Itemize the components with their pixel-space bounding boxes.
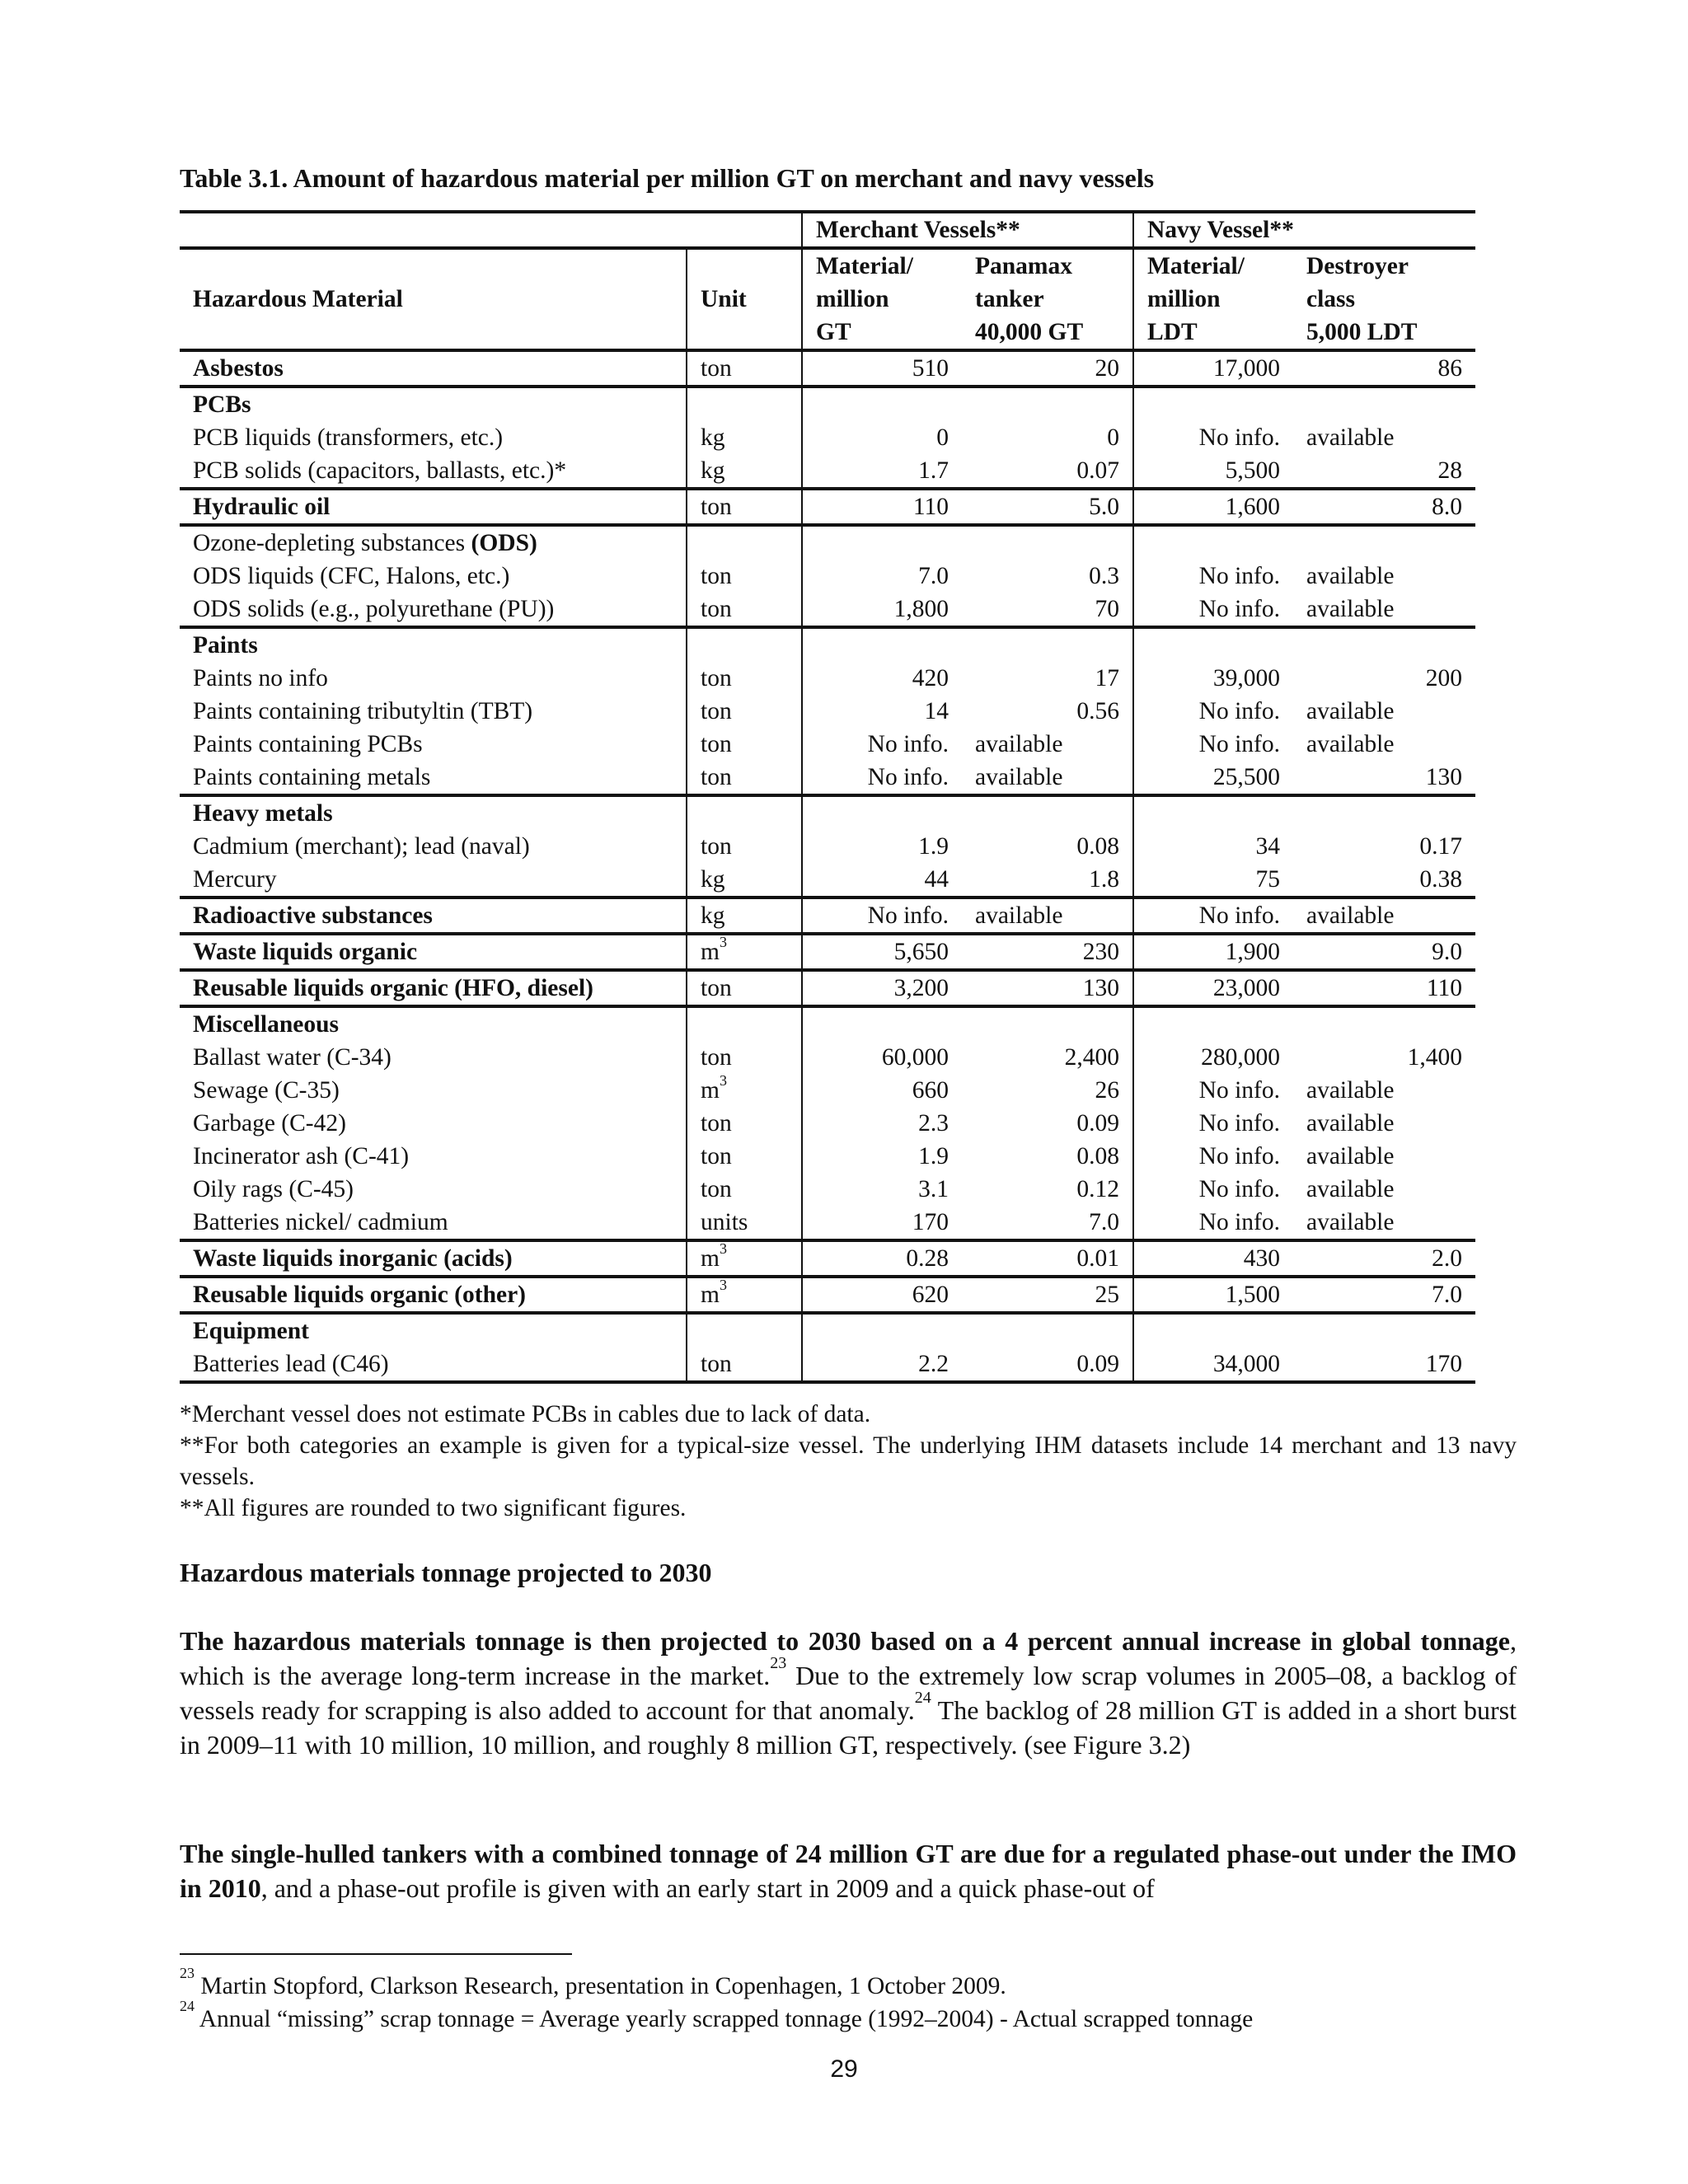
table-row: Batteries nickel/ cadmium units 170 7.0 No info. available: [180, 1206, 1475, 1240]
table-row: Ballast water (C-34) ton 60,000 2,400 280,000 1,400: [180, 1041, 1475, 1074]
table-row: Oily rags (C-45) ton 3.1 0.12 No info. available: [180, 1173, 1475, 1206]
table-row: Paints containing tributyltin (TBT) ton 14 0.56 No info. available: [180, 695, 1475, 728]
col-header-unit: Unit: [687, 248, 802, 350]
table-row: Radioactive substances kg No info. available No info. available: [180, 898, 1475, 934]
hazardous-material-table: [180, 210, 1475, 1384]
table-row: Sewage (C-35) $m^3$ 660 26 No info. available: [180, 1074, 1475, 1107]
merchant-vessels-header: Merchant Vessels**: [802, 212, 1133, 248]
footnote: $^{23}$ Martin Stopford, Clarkson Research, presentation in Copenhagen, 1 October 2009.: [180, 1965, 1006, 1999]
table-row: [180, 627, 1475, 662]
group-title-paints: Paints: [180, 627, 687, 662]
table-row: Paints containing metals ton No info. available 25,500 130: [180, 761, 1475, 795]
table-row: Hydraulic oil ton 110 5.0 1,600 8.0: [180, 489, 1475, 525]
table-row: [180, 1006, 1475, 1041]
body-paragraph: The single-hulled tankers with a combined tonnage of 24 million GT are due for a regulated phase-out under the IMO in 2010, and a phase-out profile is given with an early start in 2009 and a quick phase-out of: [180, 1839, 1517, 1903]
table-row: PCB liquids (transformers, etc.) kg 0 0 No info. available: [180, 421, 1475, 454]
table-title: Table 3.1. Amount of hazardous material per million GT on merchant and navy vessels: [180, 163, 1155, 193]
table-row: Reusable liquids organic (other) $m^3$ 620 25 1,500 7.0: [180, 1277, 1475, 1313]
group-title-heavy-metals: Heavy metals: [180, 795, 687, 830]
table-row: Garbage (C-42) ton 2.3 0.09 No info. available: [180, 1107, 1475, 1140]
table-note: *Merchant vessel does not estimate PCBs in cables due to lack of data.: [180, 1401, 871, 1427]
table-row: Mercury kg 44 1.8 75 0.38: [180, 863, 1475, 898]
table-row: [180, 387, 1475, 421]
section-heading: Hazardous materials tonnage projected to 2030: [180, 1558, 712, 1587]
table-row: Paints containing PCBs ton No info. available No info. available: [180, 728, 1475, 761]
body-paragraph: The hazardous materials tonnage is then projected to 2030 based on a 4 percent annual increase in global tonnage, which is the average long-term increase in the market.$^{23}$ Due to the extremely low scrap volumes in 2005–08, a backlog of vessels ready for scrapping is also added to account for that anomaly.$^{24}$ The backlog of 28 million GT is added in a short burst in 2009–11 with 10 million, 10 million, and roughly 8 million GT, respectively. (see Figure 3.2): [180, 1626, 1517, 1760]
table-row: Reusable liquids organic (HFO, diesel) ton 3,200 130 23,000 110: [180, 970, 1475, 1006]
col-header-material: Hazardous Material: [180, 248, 687, 350]
table-row: PCB solids (capacitors, ballasts, etc.)* kg 1.7 0.07 5,500 28: [180, 454, 1475, 489]
table-row: Cadmium (merchant); lead (naval) ton 1.9 0.08 34 0.17: [180, 830, 1475, 863]
table-row: Batteries lead (C46) ton 2.2 0.09 34,000 170: [180, 1347, 1475, 1382]
group-header-row: [180, 212, 1475, 248]
table-row: [180, 1313, 1475, 1347]
table-row: [180, 795, 1475, 830]
col-header-destroyer: Destroyer class 5,000 LDT: [1293, 248, 1475, 350]
page-number: 29: [830, 2055, 858, 2083]
group-title-equipment: Equipment: [180, 1313, 687, 1347]
footnote-divider: [180, 1953, 572, 1955]
group-title-pcbs: PCBs: [180, 387, 687, 421]
table-row: Paints no info ton 420 17 39,000 200: [180, 662, 1475, 695]
table-row: Waste liquids inorganic (acids) $m^3$ 0.28 0.01 430 2.0: [180, 1240, 1475, 1277]
table-row: Incinerator ash (C-41) ton 1.9 0.08 No info. available: [180, 1140, 1475, 1173]
table-row: ODS solids (e.g., polyurethane (PU)) ton 1,800 70 No info. available: [180, 593, 1475, 627]
table-note: **All figures are rounded to two significant figures.: [180, 1495, 687, 1521]
table-row: ODS liquids (CFC, Halons, etc.) ton 7.0 0.3 No info. available: [180, 560, 1475, 593]
col-header-material-per-ldt: Material/ million LDT: [1133, 248, 1293, 350]
col-header-panamax: Panamax tanker 40,000 GT: [962, 248, 1133, 350]
group-title-miscellaneous: Miscellaneous: [180, 1006, 687, 1041]
table-notes: [180, 1399, 1517, 1524]
col-header-material-per-gt: Material/ million GT: [802, 248, 962, 350]
table-row: Waste liquids organic $m^3$ 5,650 230 1,900 9.0: [180, 934, 1475, 970]
table-note: **For both categories an example is given for a typical-size vessel. The underlying IHM datasets include 14 merchant and 13 navy vessels.: [180, 1432, 1517, 1490]
group-title-ods: Ozone-depleting substances (ODS): [180, 525, 687, 560]
table-row: Asbestos ton 510 20 17,000 86: [180, 350, 1475, 387]
footnotes: [180, 1965, 1517, 2036]
column-header-row: [180, 248, 1475, 350]
navy-vessel-header: Navy Vessel**: [1133, 212, 1475, 248]
footnote-ref[interactable]: 23: [770, 1654, 787, 1673]
table-row: [180, 525, 1475, 560]
footnote: $^{24}$ Annual “missing” scrap tonnage = Average yearly scrapped tonnage (1992–2004) - Actual scrapped tonnage: [180, 1998, 1254, 2032]
footnote-ref[interactable]: 24: [914, 1689, 931, 1708]
